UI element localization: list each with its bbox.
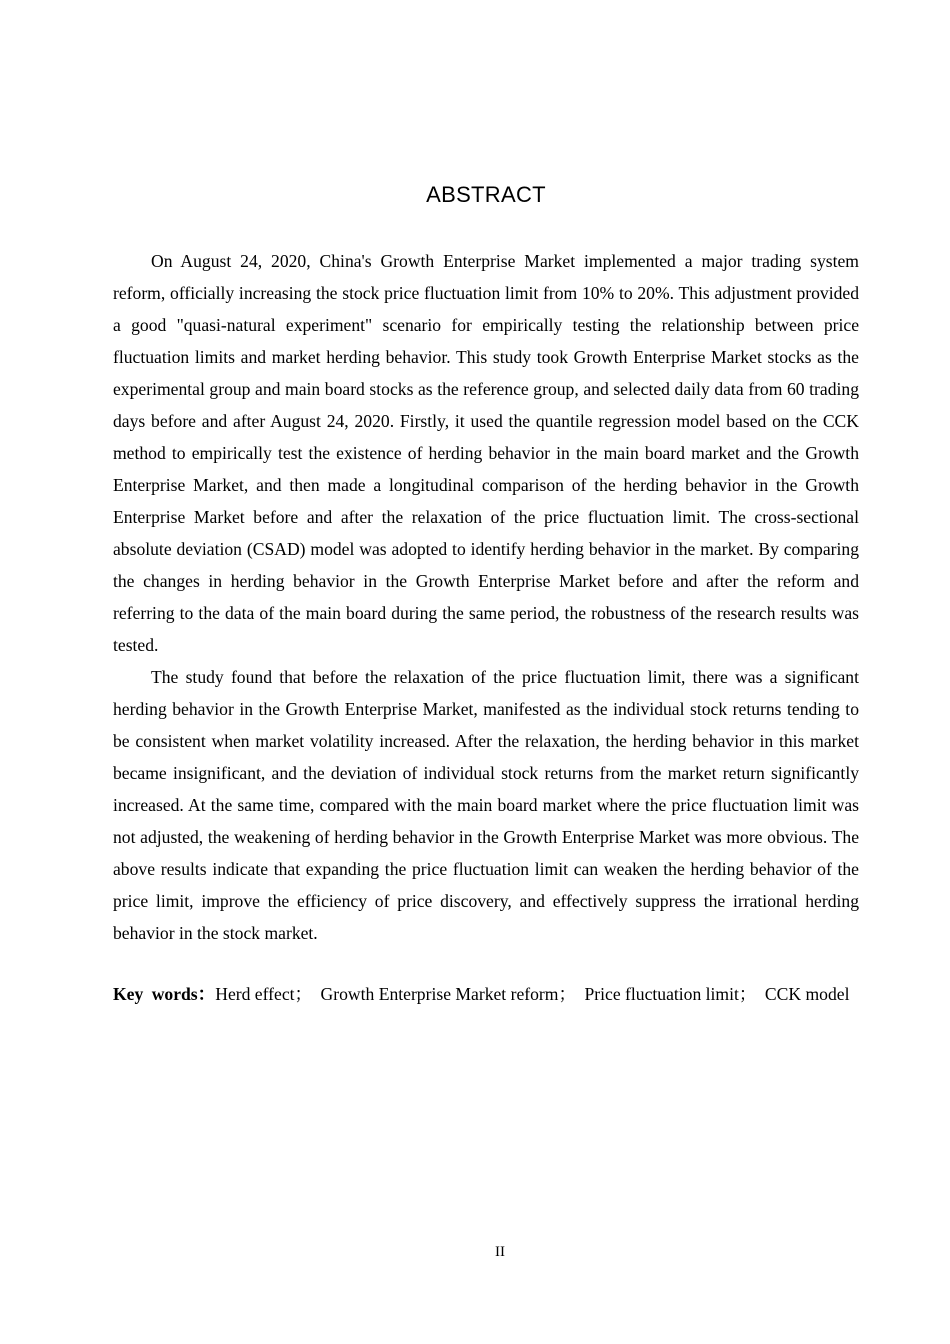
abstract-paragraph-2: The study found that before the relaxation of the price fluctuation limit, there was a significant herding behavior in the Growth Enterprise Market, manifested as the individual stock returns tending to be consistent when market volatility increased. After the relaxation, the herding behavior in this market became insignificant, and the deviation of individual stock returns from the market return significantly increased. At the same time, compared with the main board market where the price fluctuation limit was not adjusted, the weakening of herding behavior in the Growth Enterprise Market was more obvious. The above results indicate that expanding the price fluctuation limit can weaken the herding behavior of the price limit, improve the efficiency of price discovery, and effectively suppress the irrational herding behavior in the stock market. — [113, 667, 859, 943]
keywords-line — [113, 978, 859, 1010]
page-number: II — [495, 1244, 505, 1260]
keyword-item: Growth Enterprise Market reform — [320, 984, 559, 1004]
abstract-heading: ABSTRACT — [426, 182, 546, 207]
keywords-label: Key words： — [113, 984, 216, 1004]
keyword-separator: ； — [558, 984, 577, 1004]
keyword-item: CCK model — [764, 984, 850, 1004]
keyword-item: Herd effect — [215, 984, 295, 1004]
keyword-separator: ； — [294, 984, 313, 1004]
abstract-body — [113, 245, 859, 949]
keyword-item: Price fluctuation limit — [584, 984, 739, 1004]
keyword-separator: ； — [738, 984, 757, 1004]
abstract-paragraph-1: On August 24, 2020, China's Growth Enterprise Market implemented a major trading system reform, officially increasing the stock price fluctuation limit from 10% to 20%. This adjustment provided a good "quasi-natural experiment" scenario for empirically testing the relationship between price fluctuation limits and market herding behavior. This study took Growth Enterprise Market stocks as the experimental group and main board stocks as the reference group, and selected daily data from 60 trading days before and after August 24, 2020. Firstly, it used the quantile regression model based on the CCK method to empirically test the existence of herding behavior in the main board market and the Growth Enterprise Market, and then made a longitudinal comparison of the herding behavior in the Growth Enterprise Market before and after the relaxation of the price fluctuation limit. The cross-sectional absolute deviation (CSAD) model was adopted to identify herding behavior in the market. By comparing the changes in herding behavior in the Growth Enterprise Market before and after the reform and referring to the data of the main board during the same period, the robustness of the research results was tested. — [113, 251, 859, 655]
